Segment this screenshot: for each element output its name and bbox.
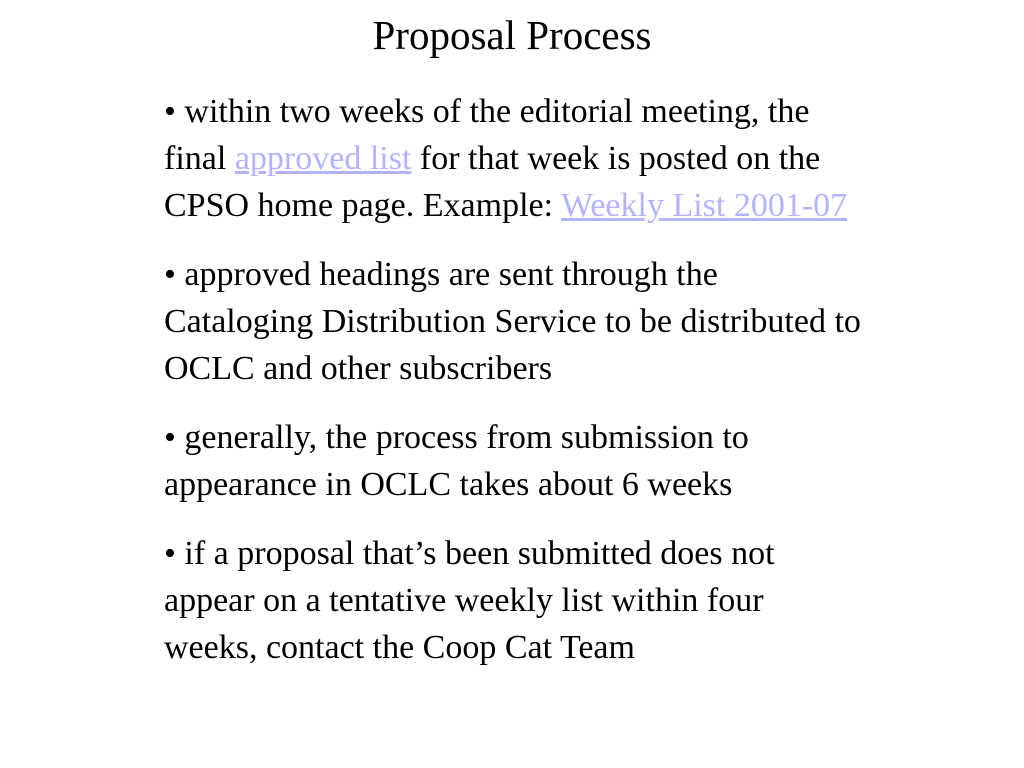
weekly-list-link[interactable]: Weekly List 2001-07 [560, 187, 848, 224]
bullet-marker: • [164, 535, 176, 572]
bullet-marker: • [164, 93, 176, 130]
bullet-item-timeline [164, 414, 864, 508]
bullet-text: if a proposal that’s been submitted does not appear on a tentative weekly list within four weeks, contact the Coop Cat Team [164, 535, 775, 666]
bullet-item-distribution [164, 251, 864, 392]
bullet-text: approved headings are sent through the Cataloging Distribution Service to be distributed to OCLC and other subscribers [164, 256, 861, 387]
bullet-text: generally, the process from submission to appearance in OCLC takes about 6 weeks [164, 419, 749, 503]
bullet-item-posting [164, 88, 864, 229]
approved-list-link[interactable]: approved list [234, 140, 412, 177]
bullet-marker: • [164, 256, 176, 293]
bullet-text: within two weeks of the editorial meeting, the final [164, 93, 810, 177]
bullet-item-contact [164, 530, 864, 671]
bullet-list [164, 88, 864, 671]
bullet-text: for that week is posted on the CPSO home page. Example: [164, 140, 821, 224]
bullet-marker: • [164, 419, 176, 456]
slide-title: Proposal Process [372, 12, 652, 58]
